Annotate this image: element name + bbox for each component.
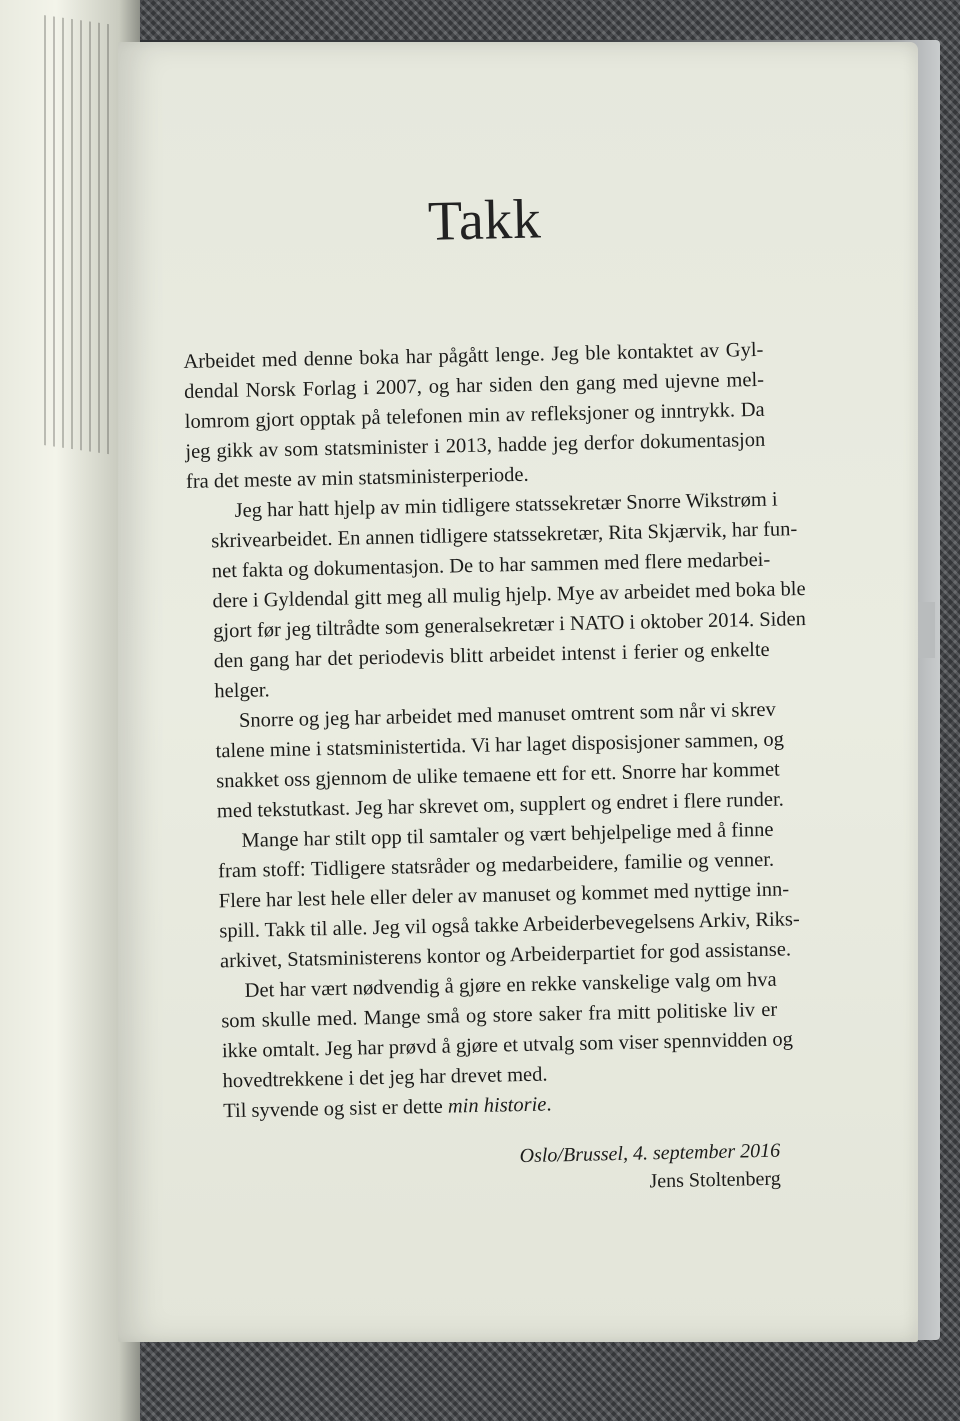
closing-italic: min historie — [447, 1093, 547, 1118]
body-paragraphs — [183, 335, 807, 1097]
text-line: hovedtrekkene i det jeg har drevet med. — [222, 1063, 548, 1093]
text-line: Arbeidet med denne boka har pågått lenge. Jeg ble kontaktet av Gyl- — [183, 338, 764, 373]
text-line: ikke omtalt. Jeg har prøvd å gjøre et utvalg som viser spennvidden og — [221, 1028, 794, 1063]
paragraph — [196, 965, 794, 1097]
text-line: fram stoff: Tidligere statsråder og medarbeidere, familie og venner. — [217, 848, 775, 883]
text-line: jeg gikk av som statsminister i 2013, hadde jeg derfor dokumentasjon — [185, 428, 766, 463]
text-line: snakket oss gjennom de ulike temaene ett for ett. Snorre har kommet — [216, 758, 780, 793]
text-line: lomrom gjort opptak på telefonen min av refleksjoner og inntrykk. Da — [184, 398, 765, 433]
text-line: gjort før jeg tiltrådte som generalsekretær i NATO i oktober 2014. Siden — [212, 607, 807, 643]
paragraph — [186, 485, 807, 707]
paragraph — [193, 815, 800, 977]
left-page-text-shadow — [44, 15, 114, 455]
signature-name: Jens Stoltenberg — [649, 1167, 781, 1193]
text-line: dere i Gyldendal gitt meg all mulig hjelp. Mye av arbeidet med boka ble — [212, 577, 806, 613]
text-line: helger. — [214, 679, 270, 703]
paragraph — [183, 335, 766, 497]
text-line: Mange har stilt opp til samtaler og vært behjelpelige med å finne — [241, 818, 774, 852]
text-line: skrivearbeidet. En annen tidligere statssekretær, Rita Skjærvik, har fun- — [211, 518, 798, 553]
page-title: Takk — [427, 188, 542, 253]
text-line: Flere har lest hele eller deler av manuset og kommet med nyttige inn- — [218, 878, 790, 913]
signature-place-date: Oslo/Brussel, 4. september 2016 — [519, 1139, 781, 1168]
page-text-block — [180, 183, 807, 1205]
text-line: den gang har det periodevis blitt arbeidet intenst i ferier og enkelte — [213, 638, 770, 673]
text-line: net fakta og dokumentasjon. De to har sammen med flere medarbei- — [211, 548, 771, 583]
text-line: Snorre og jeg har arbeidet med manuset omtrent som når vi skrev — [238, 698, 776, 732]
closing-prefix: Til syvende og sist er dette — [222, 1095, 449, 1123]
text-line: Jeg har hatt hjelp av min tidligere statssekretær Snorre Wikstrøm i — [234, 488, 778, 522]
text-line: arkivet, Statsministerens kontor og Arbeiderpartiet for god assistanse. — [219, 938, 792, 973]
text-line: som skulle med. Mange små og store saker fra mitt politiske liv er — [221, 998, 778, 1033]
text-line: med tekstutkast. Jeg har skrevet om, supplert og endret i flere runder. — [216, 788, 785, 823]
closing-suffix: . — [546, 1093, 552, 1116]
text-line: talene mine i statsministertida. Vi har laget disposisjoner sammen, og — [215, 728, 785, 763]
text-line: Det har vært nødvendig å gjøre en rekke vanskelige valg om hva — [244, 968, 777, 1002]
text-line: spill. Takk til alle. Jeg vil også takke Arbeiderbevegelsens Arkiv, Riks- — [219, 908, 800, 943]
paragraph — [191, 695, 785, 827]
text-line: dendal Norsk Forlag i 2007, og har siden den gang med ujevne mel- — [183, 368, 765, 403]
text-line: fra det meste av min statsministerperiode. — [185, 463, 529, 493]
